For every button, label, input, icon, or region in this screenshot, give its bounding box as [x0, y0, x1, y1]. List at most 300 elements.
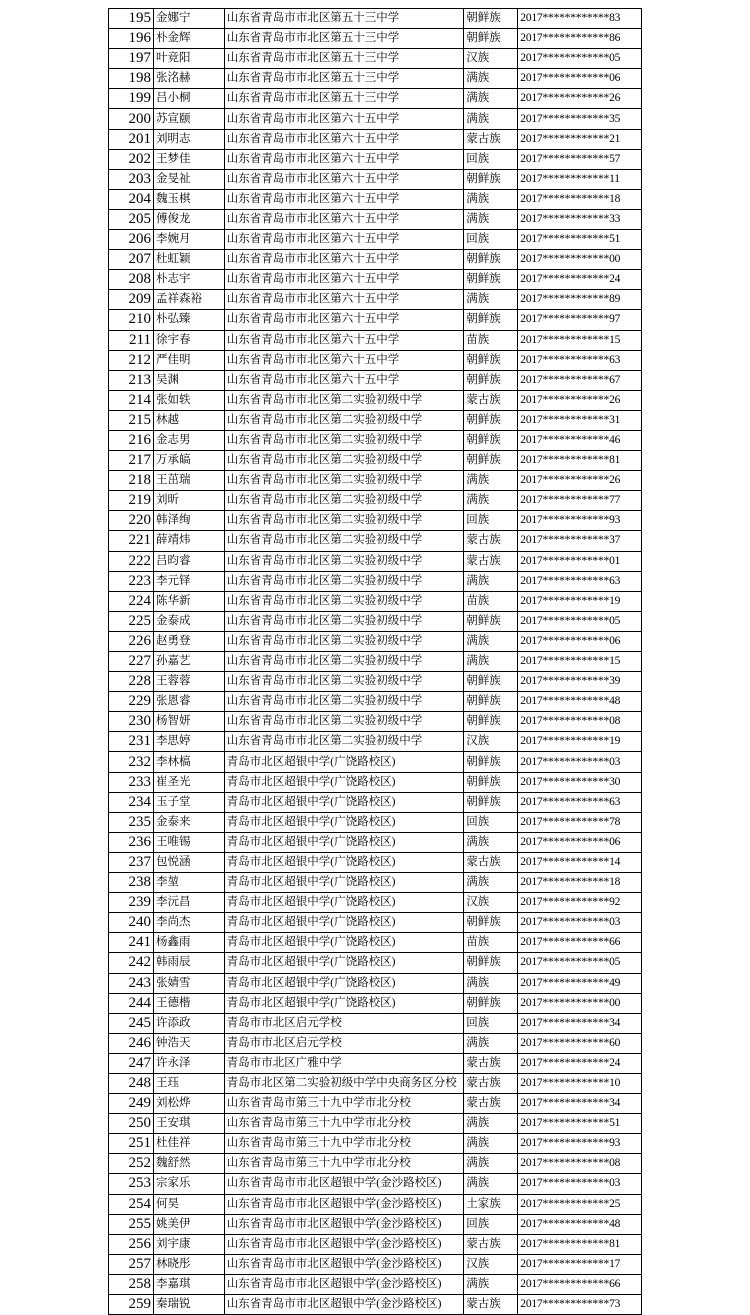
student-name-cell: 张婧雪: [153, 973, 224, 993]
id-number-cell: 2017************00: [518, 993, 642, 1013]
student-name-cell: 崔圣光: [153, 772, 224, 792]
table-row: [109, 933, 642, 953]
ethnicity-cell: 蒙古族: [464, 551, 518, 571]
graduating-school-cell: 山东省青岛市市北区第二实验初级中学: [224, 591, 464, 611]
row-index-cell: 258: [109, 1274, 154, 1294]
table-row: [109, 169, 642, 189]
row-index-cell: 202: [109, 149, 154, 169]
row-index-cell: 211: [109, 330, 154, 350]
id-number-cell: 2017************46: [518, 430, 642, 450]
id-number-cell: 2017************21: [518, 129, 642, 149]
graduating-school-cell: 青岛市北区超银中学(广饶路校区): [224, 812, 464, 832]
row-index-cell: 205: [109, 209, 154, 229]
id-number-cell: 2017************73: [518, 1295, 642, 1315]
id-number-cell: 2017************26: [518, 390, 642, 410]
student-name-cell: 张洺赫: [153, 69, 224, 89]
id-number-cell: 2017************34: [518, 1094, 642, 1114]
graduating-school-cell: 山东省青岛市市北区第五十三中学: [224, 69, 464, 89]
id-number-cell: 2017************03: [518, 1174, 642, 1194]
row-index-cell: 255: [109, 1214, 154, 1234]
table-row: [109, 973, 642, 993]
graduating-school-cell: 山东省青岛市市北区第五十三中学: [224, 49, 464, 69]
row-index-cell: 259: [109, 1295, 154, 1315]
ethnicity-cell: 回族: [464, 511, 518, 531]
graduating-school-cell: 山东省青岛市市北区第二实验初级中学: [224, 652, 464, 672]
id-number-cell: 2017************19: [518, 732, 642, 752]
row-index-cell: 213: [109, 370, 154, 390]
ethnicity-cell: 朝鲜族: [464, 611, 518, 631]
student-name-cell: 王蓉蓉: [153, 672, 224, 692]
graduating-school-cell: 山东省青岛市市北区第二实验初级中学: [224, 451, 464, 471]
table-row: [109, 129, 642, 149]
id-number-cell: 2017************49: [518, 973, 642, 993]
table-row: [109, 89, 642, 109]
table-row: [109, 1073, 642, 1093]
student-name-cell: 吕昀睿: [153, 551, 224, 571]
student-name-cell: 赵勇登: [153, 631, 224, 651]
id-number-cell: 2017************63: [518, 350, 642, 370]
ethnicity-cell: 蒙古族: [464, 531, 518, 551]
id-number-cell: 2017************00: [518, 250, 642, 270]
table-row: [109, 772, 642, 792]
table-row: [109, 1194, 642, 1214]
graduating-school-cell: 山东省青岛市市北区第六十五中学: [224, 290, 464, 310]
row-index-cell: 225: [109, 611, 154, 631]
table-row: [109, 451, 642, 471]
row-index-cell: 243: [109, 973, 154, 993]
id-number-cell: 2017************24: [518, 270, 642, 290]
row-index-cell: 223: [109, 571, 154, 591]
ethnicity-cell: 朝鲜族: [464, 410, 518, 430]
graduating-school-cell: 山东省青岛市市北区第六十五中学: [224, 310, 464, 330]
student-name-cell: 张如轶: [153, 390, 224, 410]
table-row: [109, 792, 642, 812]
id-number-cell: 2017************34: [518, 1013, 642, 1033]
id-number-cell: 2017************17: [518, 1254, 642, 1274]
id-number-cell: 2017************15: [518, 330, 642, 350]
student-name-cell: 杨智妍: [153, 712, 224, 732]
ethnicity-cell: 朝鲜族: [464, 350, 518, 370]
id-number-cell: 2017************86: [518, 29, 642, 49]
row-index-cell: 195: [109, 9, 154, 29]
graduating-school-cell: 青岛市市北区启元学校: [224, 1033, 464, 1053]
graduating-school-cell: 青岛市北区超银中学(广饶路校区): [224, 993, 464, 1013]
graduating-school-cell: 青岛市北区超银中学(广饶路校区): [224, 792, 464, 812]
graduating-school-cell: 山东省青岛市市北区第二实验初级中学: [224, 511, 464, 531]
ethnicity-cell: 满族: [464, 290, 518, 310]
graduating-school-cell: 青岛市北区超银中学(广饶路校区): [224, 933, 464, 953]
id-number-cell: 2017************06: [518, 832, 642, 852]
graduating-school-cell: 青岛市北区超银中学(广饶路校区): [224, 832, 464, 852]
table-row: [109, 1274, 642, 1294]
student-name-cell: 张恩睿: [153, 692, 224, 712]
graduating-school-cell: 山东省青岛市市北区第二实验初级中学: [224, 692, 464, 712]
row-index-cell: 216: [109, 430, 154, 450]
ethnicity-cell: 朝鲜族: [464, 792, 518, 812]
graduating-school-cell: 青岛市北区超银中学(广饶路校区): [224, 973, 464, 993]
row-index-cell: 200: [109, 109, 154, 129]
row-index-cell: 237: [109, 852, 154, 872]
table-row: [109, 712, 642, 732]
student-name-cell: 杜虹颖: [153, 250, 224, 270]
table-row: [109, 209, 642, 229]
row-index-cell: 235: [109, 812, 154, 832]
table-row: [109, 1154, 642, 1174]
student-name-cell: 吴渊: [153, 370, 224, 390]
ethnicity-cell: 满族: [464, 89, 518, 109]
student-name-cell: 韩雨辰: [153, 953, 224, 973]
table-row: [109, 390, 642, 410]
graduating-school-cell: 青岛市市北区广雅中学: [224, 1053, 464, 1073]
student-name-cell: 吕小桐: [153, 89, 224, 109]
student-name-cell: 林晓彤: [153, 1254, 224, 1274]
row-index-cell: 256: [109, 1234, 154, 1254]
ethnicity-cell: 朝鲜族: [464, 370, 518, 390]
id-number-cell: 2017************06: [518, 69, 642, 89]
graduating-school-cell: 山东省青岛市市北区第六十五中学: [224, 129, 464, 149]
table-row: [109, 9, 642, 29]
row-index-cell: 232: [109, 752, 154, 772]
id-number-cell: 2017************31: [518, 410, 642, 430]
student-name-cell: 陈华新: [153, 591, 224, 611]
student-name-cell: 李嘉琪: [153, 1274, 224, 1294]
row-index-cell: 257: [109, 1254, 154, 1274]
graduating-school-cell: 青岛市北区超银中学(广饶路校区): [224, 852, 464, 872]
graduating-school-cell: 山东省青岛市市北区第二实验初级中学: [224, 631, 464, 651]
ethnicity-cell: 回族: [464, 230, 518, 250]
student-name-cell: 金娜宁: [153, 9, 224, 29]
graduating-school-cell: 山东省青岛市市北区第六十五中学: [224, 230, 464, 250]
student-name-cell: 金泰成: [153, 611, 224, 631]
id-number-cell: 2017************03: [518, 752, 642, 772]
student-name-cell: 韩泽绚: [153, 511, 224, 531]
table-row: [109, 752, 642, 772]
row-index-cell: 204: [109, 189, 154, 209]
graduating-school-cell: 山东省青岛市市北区第二实验初级中学: [224, 571, 464, 591]
ethnicity-cell: 朝鲜族: [464, 29, 518, 49]
table-row: [109, 1134, 642, 1154]
ethnicity-cell: 蒙古族: [464, 390, 518, 410]
table-row: [109, 1214, 642, 1234]
student-name-cell: 万承皜: [153, 451, 224, 471]
graduating-school-cell: 山东省青岛市市北区第二实验初级中学: [224, 491, 464, 511]
graduating-school-cell: 青岛市北区超银中学(广饶路校区): [224, 772, 464, 792]
row-index-cell: 238: [109, 873, 154, 893]
student-name-cell: 李沅昌: [153, 893, 224, 913]
row-index-cell: 212: [109, 350, 154, 370]
id-number-cell: 2017************10: [518, 1073, 642, 1093]
row-index-cell: 246: [109, 1033, 154, 1053]
table-row: [109, 1013, 642, 1033]
id-number-cell: 2017************37: [518, 531, 642, 551]
student-name-cell: 钟浩天: [153, 1033, 224, 1053]
ethnicity-cell: 朝鲜族: [464, 772, 518, 792]
id-number-cell: 2017************51: [518, 1114, 642, 1134]
table-row: [109, 1094, 642, 1114]
ethnicity-cell: 苗族: [464, 330, 518, 350]
id-number-cell: 2017************60: [518, 1033, 642, 1053]
graduating-school-cell: 山东省青岛市市北区超银中学(金沙路校区): [224, 1254, 464, 1274]
row-index-cell: 247: [109, 1053, 154, 1073]
ethnicity-cell: 朝鲜族: [464, 310, 518, 330]
graduating-school-cell: 山东省青岛市市北区第二实验初级中学: [224, 471, 464, 491]
row-index-cell: 201: [109, 129, 154, 149]
table-row: [109, 1295, 642, 1315]
row-index-cell: 220: [109, 511, 154, 531]
student-name-cell: 玉子堂: [153, 792, 224, 812]
table-row: [109, 571, 642, 591]
table-row: [109, 1174, 642, 1194]
graduating-school-cell: 山东省青岛市市北区第六十五中学: [224, 189, 464, 209]
row-index-cell: 199: [109, 89, 154, 109]
row-index-cell: 228: [109, 672, 154, 692]
student-name-cell: 王安琪: [153, 1114, 224, 1134]
ethnicity-cell: 蒙古族: [464, 1053, 518, 1073]
table-row: [109, 1053, 642, 1073]
table-row: [109, 69, 642, 89]
graduating-school-cell: 山东省青岛市市北区第五十三中学: [224, 89, 464, 109]
id-number-cell: 2017************35: [518, 109, 642, 129]
table-row: [109, 692, 642, 712]
table-row: [109, 350, 642, 370]
table-row: [109, 1033, 642, 1053]
ethnicity-cell: 蒙古族: [464, 1295, 518, 1315]
graduating-school-cell: 山东省青岛市市北区第二实验初级中学: [224, 672, 464, 692]
table-row: [109, 591, 642, 611]
ethnicity-cell: 朝鲜族: [464, 953, 518, 973]
graduating-school-cell: 山东省青岛市市北区第二实验初级中学: [224, 531, 464, 551]
ethnicity-cell: 满族: [464, 189, 518, 209]
student-name-cell: 王茁瑞: [153, 471, 224, 491]
id-number-cell: 2017************93: [518, 511, 642, 531]
graduating-school-cell: 青岛市北区第二实验初级中学中央商务区分校: [224, 1073, 464, 1093]
ethnicity-cell: 满族: [464, 1274, 518, 1294]
row-index-cell: 239: [109, 893, 154, 913]
row-index-cell: 252: [109, 1154, 154, 1174]
student-name-cell: 刘昕: [153, 491, 224, 511]
row-index-cell: 253: [109, 1174, 154, 1194]
graduating-school-cell: 青岛市北区超银中学(广饶路校区): [224, 752, 464, 772]
ethnicity-cell: 回族: [464, 149, 518, 169]
graduating-school-cell: 山东省青岛市市北区第六十五中学: [224, 169, 464, 189]
row-index-cell: 207: [109, 250, 154, 270]
student-name-cell: 孟祥森裕: [153, 290, 224, 310]
student-name-cell: 朴金辉: [153, 29, 224, 49]
graduating-school-cell: 山东省青岛市市北区第六十五中学: [224, 209, 464, 229]
row-index-cell: 234: [109, 792, 154, 812]
table-row: [109, 270, 642, 290]
graduating-school-cell: 山东省青岛市第三十九中学市北分校: [224, 1134, 464, 1154]
ethnicity-cell: 蒙古族: [464, 1094, 518, 1114]
ethnicity-cell: 蒙古族: [464, 1073, 518, 1093]
id-number-cell: 2017************18: [518, 873, 642, 893]
ethnicity-cell: 满族: [464, 1114, 518, 1134]
table-row: [109, 1254, 642, 1274]
student-name-cell: 魏舒然: [153, 1154, 224, 1174]
graduating-school-cell: 青岛市北区超银中学(广饶路校区): [224, 873, 464, 893]
ethnicity-cell: 满族: [464, 832, 518, 852]
table-row: [109, 531, 642, 551]
student-name-cell: 李林槁: [153, 752, 224, 772]
table-row: [109, 873, 642, 893]
row-index-cell: 209: [109, 290, 154, 310]
row-index-cell: 208: [109, 270, 154, 290]
ethnicity-cell: 朝鲜族: [464, 913, 518, 933]
student-name-cell: 何昊: [153, 1194, 224, 1214]
graduating-school-cell: 山东省青岛市市北区第六十五中学: [224, 370, 464, 390]
row-index-cell: 229: [109, 692, 154, 712]
row-index-cell: 233: [109, 772, 154, 792]
student-name-cell: 薛靖炜: [153, 531, 224, 551]
table-row: [109, 1234, 642, 1254]
student-name-cell: 刘明志: [153, 129, 224, 149]
graduating-school-cell: 山东省青岛市市北区超银中学(金沙路校区): [224, 1194, 464, 1214]
table-row: [109, 611, 642, 631]
row-index-cell: 214: [109, 390, 154, 410]
table-row: [109, 149, 642, 169]
student-name-cell: 朴志宇: [153, 270, 224, 290]
id-number-cell: 2017************81: [518, 451, 642, 471]
id-number-cell: 2017************63: [518, 792, 642, 812]
graduating-school-cell: 山东省青岛市市北区第二实验初级中学: [224, 430, 464, 450]
ethnicity-cell: 满族: [464, 1174, 518, 1194]
ethnicity-cell: 汉族: [464, 49, 518, 69]
row-index-cell: 222: [109, 551, 154, 571]
student-name-cell: 孙嘉艺: [153, 652, 224, 672]
id-number-cell: 2017************11: [518, 169, 642, 189]
table-row: [109, 250, 642, 270]
id-number-cell: 2017************89: [518, 290, 642, 310]
table-row: [109, 993, 642, 1013]
id-number-cell: 2017************08: [518, 1154, 642, 1174]
table-row: [109, 893, 642, 913]
student-name-cell: 徐宇春: [153, 330, 224, 350]
ethnicity-cell: 满族: [464, 471, 518, 491]
ethnicity-cell: 汉族: [464, 732, 518, 752]
row-index-cell: 227: [109, 652, 154, 672]
ethnicity-cell: 满族: [464, 491, 518, 511]
id-number-cell: 2017************78: [518, 812, 642, 832]
id-number-cell: 2017************93: [518, 1134, 642, 1154]
ethnicity-cell: 满族: [464, 652, 518, 672]
graduating-school-cell: 山东省青岛市第三十九中学市北分校: [224, 1154, 464, 1174]
ethnicity-cell: 蒙古族: [464, 1234, 518, 1254]
table-row: [109, 631, 642, 651]
ethnicity-cell: 朝鲜族: [464, 752, 518, 772]
table-row: [109, 732, 642, 752]
table-row: [109, 511, 642, 531]
id-number-cell: 2017************05: [518, 49, 642, 69]
ethnicity-cell: 回族: [464, 1013, 518, 1033]
table-row: [109, 672, 642, 692]
row-index-cell: 196: [109, 29, 154, 49]
row-index-cell: 197: [109, 49, 154, 69]
graduating-school-cell: 山东省青岛市市北区超银中学(金沙路校区): [224, 1174, 464, 1194]
row-index-cell: 254: [109, 1194, 154, 1214]
id-number-cell: 2017************77: [518, 491, 642, 511]
student-name-cell: 金志男: [153, 430, 224, 450]
student-name-cell: 魏玉棋: [153, 189, 224, 209]
graduating-school-cell: 山东省青岛市市北区超银中学(金沙路校区): [224, 1214, 464, 1234]
graduating-school-cell: 山东省青岛市市北区第六十五中学: [224, 330, 464, 350]
ethnicity-cell: 蒙古族: [464, 852, 518, 872]
id-number-cell: 2017************83: [518, 9, 642, 29]
row-index-cell: 236: [109, 832, 154, 852]
graduating-school-cell: 山东省青岛市市北区第六十五中学: [224, 250, 464, 270]
id-number-cell: 2017************33: [518, 209, 642, 229]
table-row: [109, 290, 642, 310]
student-name-cell: 苏宣颐: [153, 109, 224, 129]
ethnicity-cell: 回族: [464, 1214, 518, 1234]
graduating-school-cell: 山东省青岛市市北区第六十五中学: [224, 109, 464, 129]
ethnicity-cell: 满族: [464, 873, 518, 893]
id-number-cell: 2017************63: [518, 571, 642, 591]
student-name-cell: 林越: [153, 410, 224, 430]
row-index-cell: 230: [109, 712, 154, 732]
student-name-cell: 叶竞阳: [153, 49, 224, 69]
graduating-school-cell: 山东省青岛市第三十九中学市北分校: [224, 1094, 464, 1114]
table-row: [109, 491, 642, 511]
table-row: [109, 330, 642, 350]
row-index-cell: 249: [109, 1094, 154, 1114]
student-name-cell: 刘松烨: [153, 1094, 224, 1114]
graduating-school-cell: 山东省青岛市市北区第二实验初级中学: [224, 732, 464, 752]
id-number-cell: 2017************25: [518, 1194, 642, 1214]
student-name-cell: 姚美伊: [153, 1214, 224, 1234]
row-index-cell: 226: [109, 631, 154, 651]
graduating-school-cell: 山东省青岛市市北区第六十五中学: [224, 149, 464, 169]
row-index-cell: 245: [109, 1013, 154, 1033]
id-number-cell: 2017************05: [518, 953, 642, 973]
ethnicity-cell: 满族: [464, 109, 518, 129]
graduating-school-cell: 山东省青岛市市北区第二实验初级中学: [224, 712, 464, 732]
student-name-cell: 李思婷: [153, 732, 224, 752]
ethnicity-cell: 满族: [464, 571, 518, 591]
graduating-school-cell: 山东省青岛市市北区第二实验初级中学: [224, 551, 464, 571]
student-name-cell: 朴弘臻: [153, 310, 224, 330]
table-row: [109, 471, 642, 491]
row-index-cell: 219: [109, 491, 154, 511]
ethnicity-cell: 苗族: [464, 591, 518, 611]
id-number-cell: 2017************08: [518, 712, 642, 732]
graduating-school-cell: 山东省青岛市市北区第五十三中学: [224, 29, 464, 49]
id-number-cell: 2017************66: [518, 933, 642, 953]
graduating-school-cell: 青岛市北区超银中学(广饶路校区): [224, 913, 464, 933]
row-index-cell: 206: [109, 230, 154, 250]
student-name-cell: 包悦涵: [153, 852, 224, 872]
student-name-cell: 许添政: [153, 1013, 224, 1033]
ethnicity-cell: 朝鲜族: [464, 672, 518, 692]
student-name-cell: 李尚杰: [153, 913, 224, 933]
row-index-cell: 198: [109, 69, 154, 89]
graduating-school-cell: 山东省青岛市市北区第六十五中学: [224, 270, 464, 290]
student-name-cell: 李婉月: [153, 230, 224, 250]
id-number-cell: 2017************39: [518, 672, 642, 692]
ethnicity-cell: 满族: [464, 1134, 518, 1154]
id-number-cell: 2017************57: [518, 149, 642, 169]
table-row: [109, 551, 642, 571]
student-name-cell: 王唯锡: [153, 832, 224, 852]
id-number-cell: 2017************15: [518, 652, 642, 672]
graduating-school-cell: 山东省青岛市市北区第二实验初级中学: [224, 390, 464, 410]
id-number-cell: 2017************97: [518, 310, 642, 330]
row-index-cell: 242: [109, 953, 154, 973]
id-number-cell: 2017************81: [518, 1234, 642, 1254]
graduating-school-cell: 山东省青岛市市北区第二实验初级中学: [224, 410, 464, 430]
table-row: [109, 812, 642, 832]
id-number-cell: 2017************14: [518, 852, 642, 872]
id-number-cell: 2017************18: [518, 189, 642, 209]
